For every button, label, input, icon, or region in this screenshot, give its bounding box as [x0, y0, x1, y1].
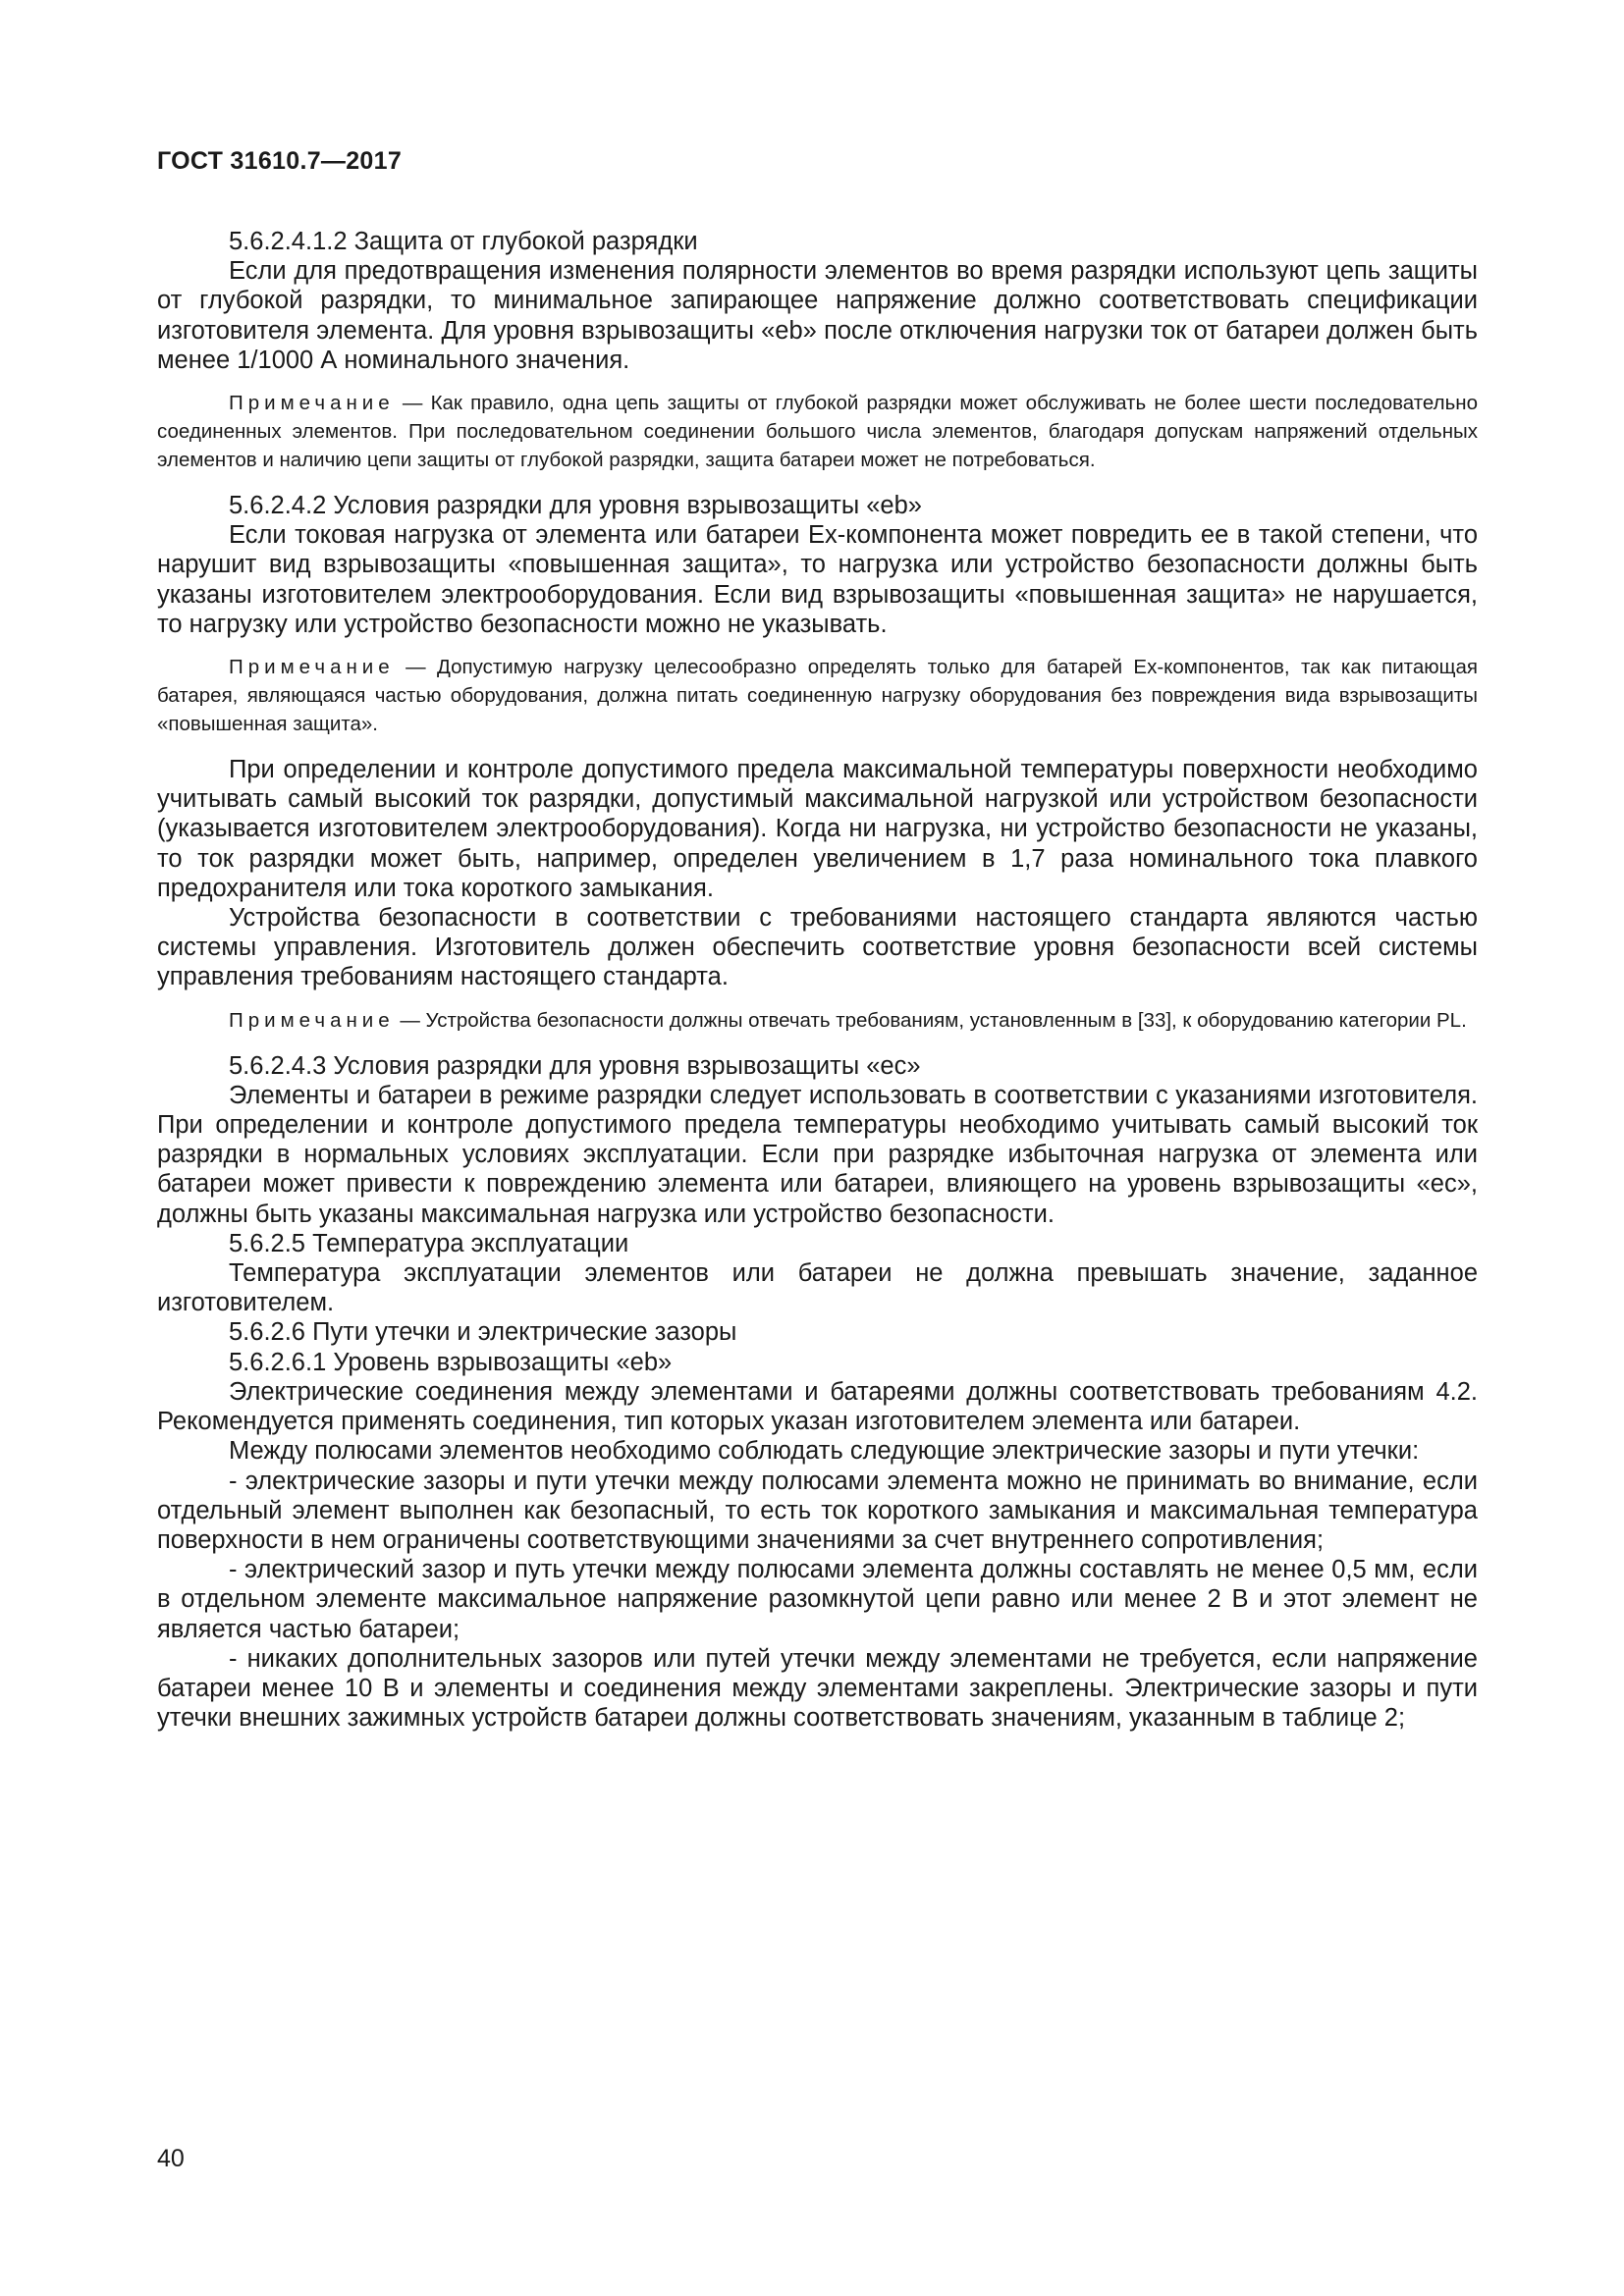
section-heading: 5.6.2.4.1.2 Защита от глубокой разрядки — [229, 228, 698, 255]
section-heading: 5.6.2.6 Пути утечки и электрические зазоры — [229, 1318, 737, 1347]
paragraph: Между полюсами элементов необходимо соблюдать следующие электрические зазоры и пути утечки: — [229, 1437, 1420, 1466]
note-label: Примечание — [229, 392, 395, 415]
document-body — [157, 227, 1478, 1733]
paragraph: - никаких дополнительных зазоров или путей утечки между элементами не требуется, если напряжение батареи менее 10 В и элементы и соединения между элементами закреплены. Электрические зазоры и пути утечки внешних зажимных устройств батареи должны соответствовать значениям, указанным в таблице 2; — [157, 1644, 1478, 1733]
note-label: Примечание — [229, 1008, 395, 1032]
page-number: 40 — [157, 2145, 185, 2172]
paragraph: - электрические зазоры и пути утечки между полюсами элемента можно не принимать во внимание, если отдельный элемент выполнен как безопасный, то есть ток короткого замыкания и максимальная температура поверхности в нем ограничены соответствующими значениями за счет внутреннего сопротивления; — [157, 1467, 1478, 1554]
paragraph: Если для предотвращения изменения полярности элементов во время разрядки используют цепь защиты от глубокой разрядки, то минимальное запирающее напряжение должно соответствовать спецификации изготовителя элемента. Для уровня взрывозащиты «eb» после отключения нагрузки ток от батареи должен быть менее 1/1000 А номинального значения. — [157, 257, 1478, 374]
paragraph: При определении и контроле допустимого предела максимальной температуры поверхности необходимо учитывать самый высокий ток разрядки, допустимый максимальной нагрузкой или устройством безопасности (указывается изготовителем электрооборудования). Когда ни нагрузка, ни устройство безопасности не указаны, то ток разрядки может быть, например, определен увеличением в 1,7 раза номинального тока плавкого предохранителя или тока короткого замыкания. — [157, 756, 1478, 902]
paragraph: Если токовая нагрузка от элемента или батареи Ex-компонента может повредить ее в такой степени, что нарушит вид взрывозащиты «повышенная защита», то нагрузка или устройство безопасности должны быть указаны изготовителем электрооборудования. Если вид взрывозащиты «повышенная защита» не нарушается, то нагрузку или устройство безопасности можно не указывать. — [157, 521, 1478, 638]
note — [157, 389, 1478, 474]
note — [157, 653, 1478, 738]
section-heading: 5.6.2.6.1 Уровень взрывозащиты «eb» — [229, 1348, 673, 1376]
section-heading: 5.6.2.4.3 Условия разрядки для уровня взрывозащиты «ec» — [229, 1051, 921, 1080]
section-heading: 5.6.2.4.2 Условия разрядки для уровня взрывозащиты «eb» — [229, 492, 922, 520]
note — [157, 1006, 1478, 1035]
paragraph: Электрические соединения между элементами и батареями должны соответствовать требованиям 4.2. Рекомендуется применять соединения, тип которых указан изготовителем элемента или батареи. — [157, 1377, 1478, 1436]
note-text: — Допустимую нагрузку целесообразно определять только для батарей Ex-компонентов, так как питающая батарея, являющаяся частью оборудования, должна питать соединенную нагрузку оборудования без повреждения вида взрывозащиты «повышенная защита». — [157, 656, 1478, 736]
note-label: Примечание — [229, 656, 395, 679]
document-page — [157, 147, 1478, 1733]
section-heading: 5.6.2.5 Температура эксплуатации — [229, 1229, 629, 1257]
note-text: — Как правило, одна цепь защиты от глубокой разрядки может обслуживать не более шести последовательно соединенных элементов. При последовательном соединении большого числа элементов, благодаря допускам напряжений отдельных элементов и наличию цепи защиты от глубокой разрядки, защита батареи может не потребоваться. — [157, 392, 1478, 472]
document-header: ГОСТ 31610.7—2017 — [157, 147, 403, 175]
paragraph: Элементы и батареи в режиме разрядки следует использовать в соответствии с указаниями изготовителя. При определении и контроле допустимого предела температуры необходимо учитывать самый высокий ток разрядки в нормальных условиях эксплуатации. Если при разрядке избыточная нагрузка от элемента или батареи может привести к повреждению элемента или батареи, влияющего на уровень взрывозащиты «ec», должны быть указаны максимальная нагрузка или устройство безопасности. — [157, 1081, 1478, 1228]
paragraph: - электрический зазор и путь утечки между полюсами элемента должны составлять не менее 0,5 мм, если в отдельном элементе максимальное напряжение разомкнутой цепи равно или менее 2 В и этот элемент не является частью батареи; — [157, 1556, 1478, 1643]
note-text: — Устройства безопасности должны отвечать требованиям, установленным в [33], к оборудованию категории PL. — [394, 1008, 1467, 1032]
paragraph: Устройства безопасности в соответствии с требованиями настоящего стандарта являются частью системы управления. Изготовитель должен обеспечить соответствие уровня безопасности всей системы управления требованиям настоящего стандарта. — [157, 904, 1478, 991]
paragraph: Температура эксплуатации элементов или батареи не должна превышать значение, заданное изготовителем. — [157, 1259, 1478, 1317]
